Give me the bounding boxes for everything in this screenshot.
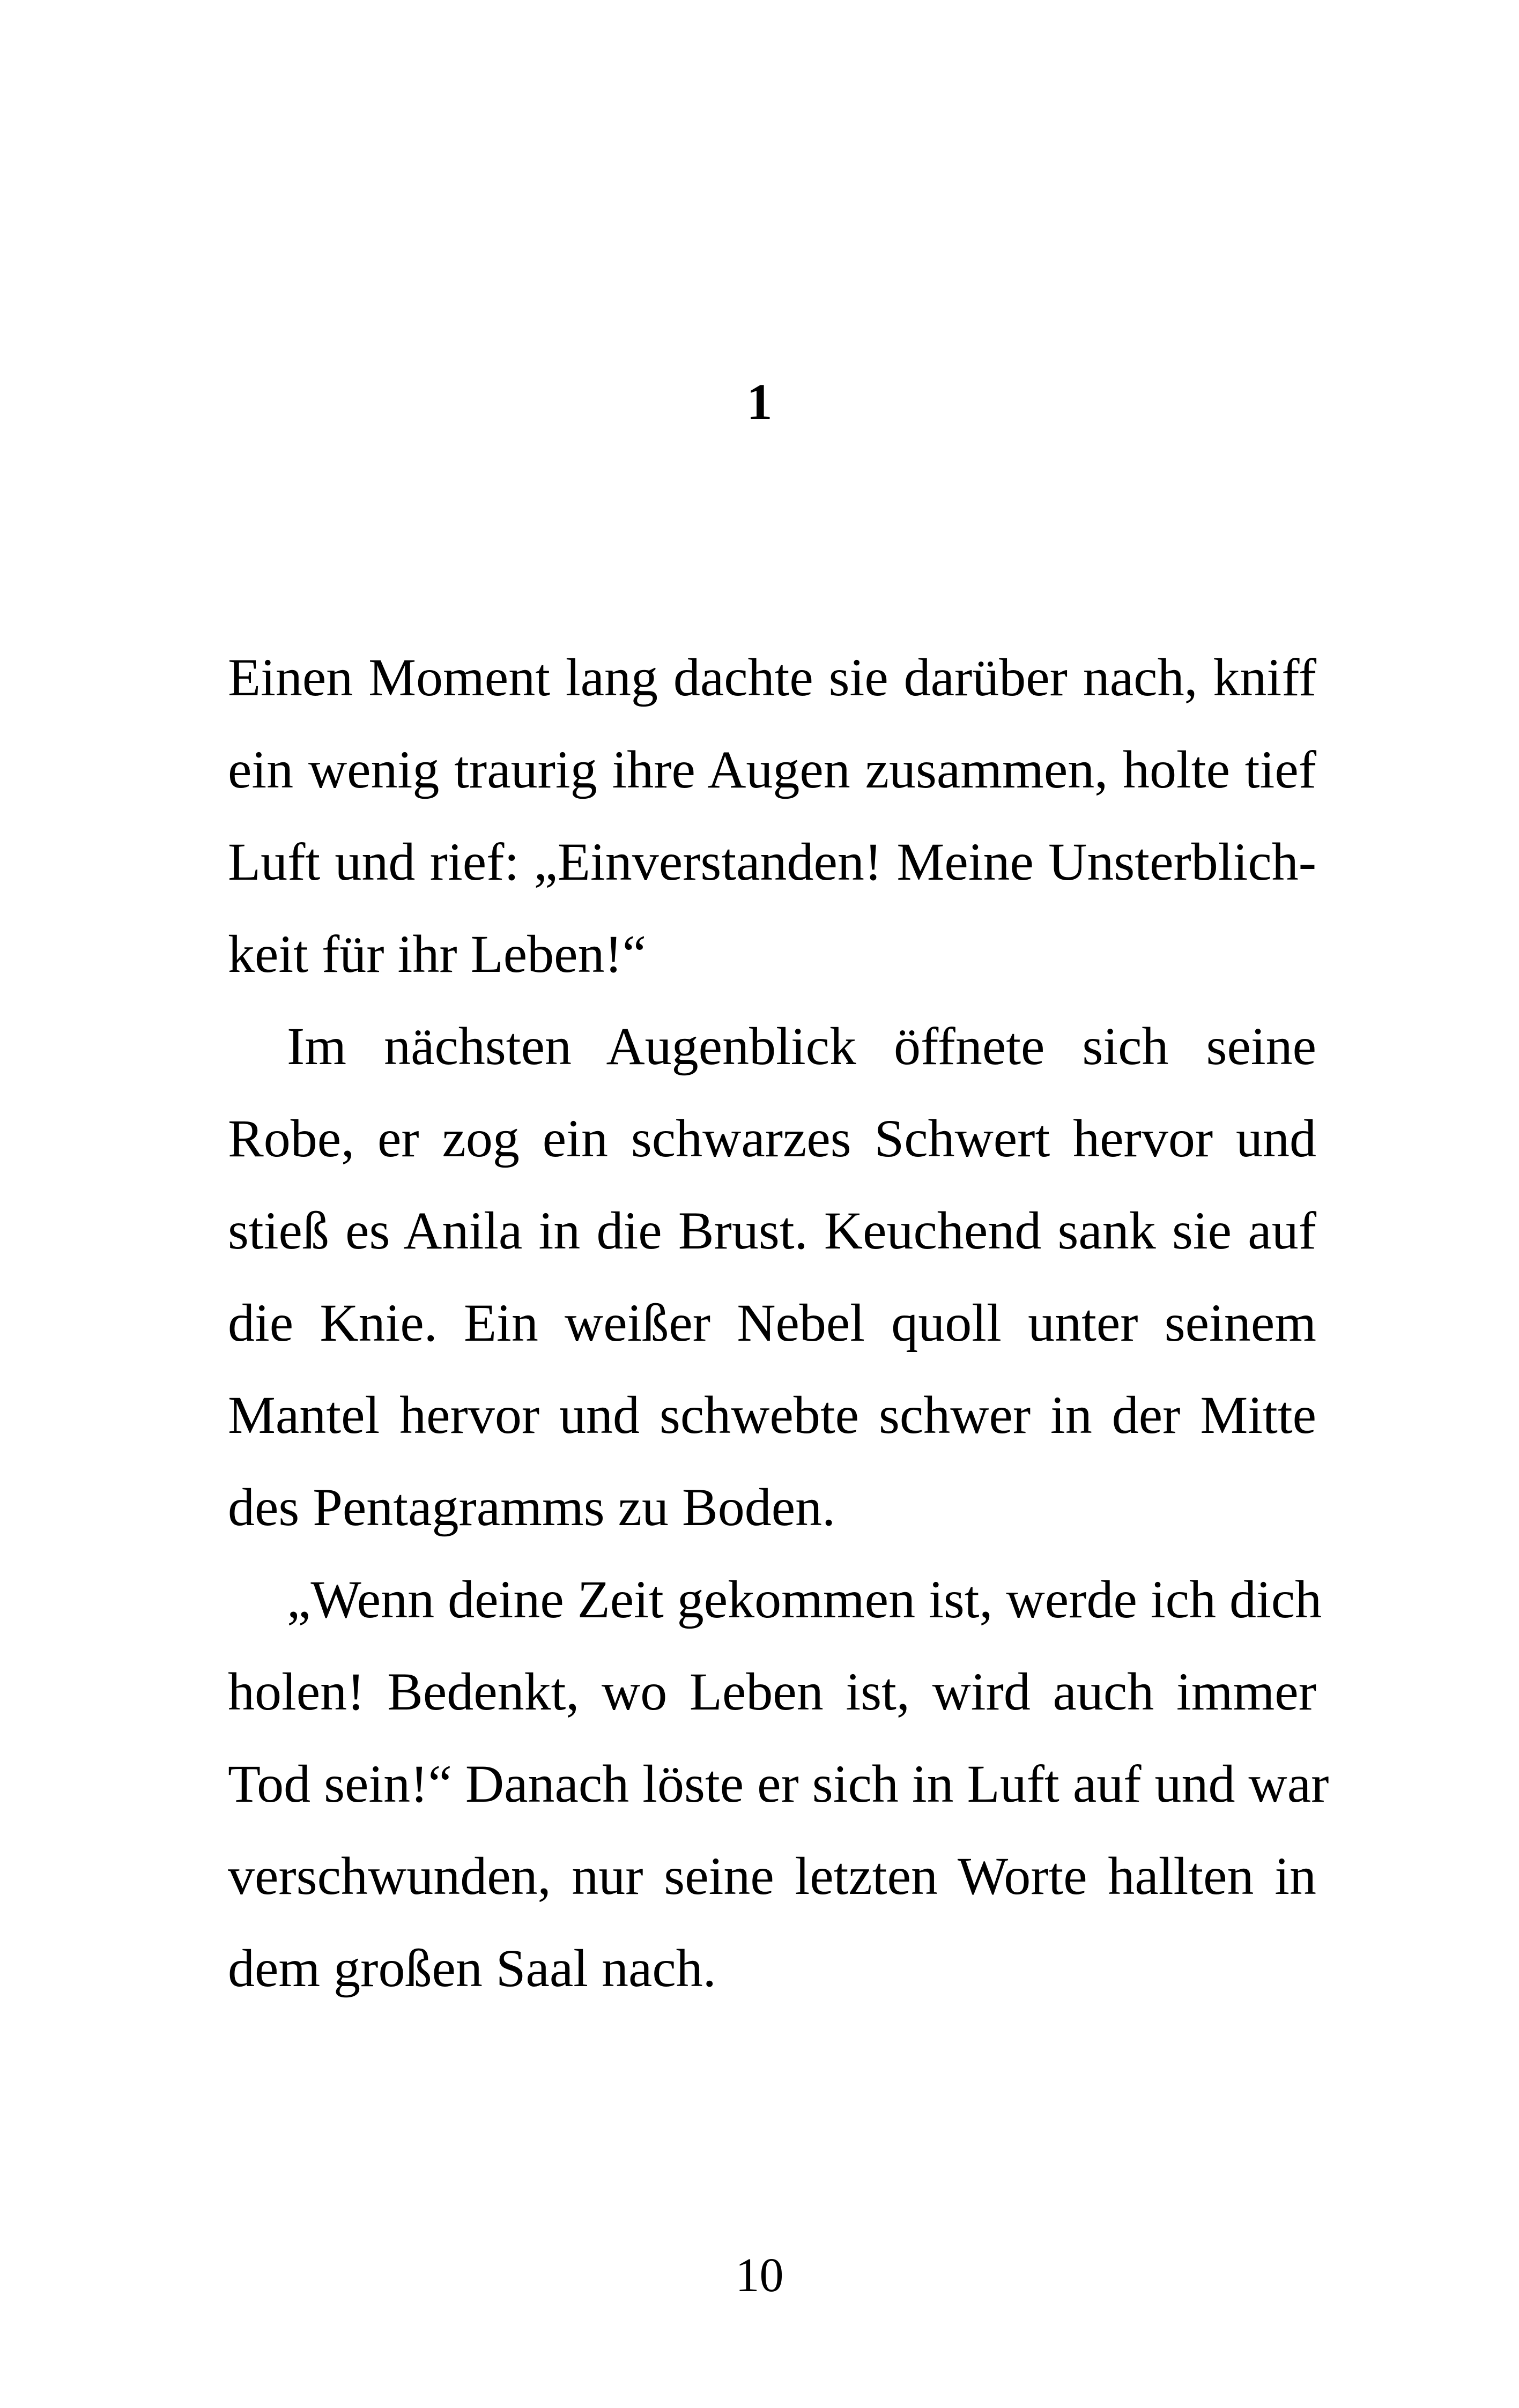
text-line: stieß es Anila in die Brust. Keuchend sank sie auf <box>228 1201 1316 1260</box>
text-line: verschwunden, nur seine letzten Worte hallten in <box>228 1846 1316 1906</box>
text-line: ein wenig traurig ihre Augen zusammen, holte tief <box>228 740 1316 799</box>
paragraph-2 <box>228 1000 1316 1554</box>
text-line: holen! Bedenkt, wo Leben ist, wird auch immer <box>228 1662 1316 1721</box>
text-line: dem großen Saal nach. <box>228 1938 716 1998</box>
paragraph-1 <box>228 631 1316 1000</box>
text-line: Einen Moment lang dachte sie darüber nach, kniff <box>228 648 1316 707</box>
page-number: 10 <box>735 2249 784 2302</box>
text-line: Luft und rief: „Einverstanden! Meine Unsterblich- <box>228 832 1316 891</box>
text-line: keit für ihr Leben!“ <box>228 924 647 984</box>
text-line: Robe, er zog ein schwarzes Schwert hervor und <box>228 1109 1316 1168</box>
text-line: Tod sein!“ Danach löste er sich in Luft auf und war <box>228 1754 1329 1814</box>
text-line: des Pentagramms zu Boden. <box>228 1477 836 1537</box>
text-line: „Wenn deine Zeit gekommen ist, werde ich dich <box>287 1570 1322 1629</box>
body-text <box>228 631 1329 2015</box>
chapter-number: 1 <box>746 373 773 430</box>
text-line: Mantel hervor und schwebte schwer in der Mitte <box>228 1385 1316 1445</box>
paragraph-3 <box>228 1554 1329 2015</box>
text-line: die Knie. Ein weißer Nebel quoll unter seinem <box>228 1293 1316 1352</box>
text-line: Im nächsten Augenblick öffnete sich seine <box>287 1016 1316 1076</box>
